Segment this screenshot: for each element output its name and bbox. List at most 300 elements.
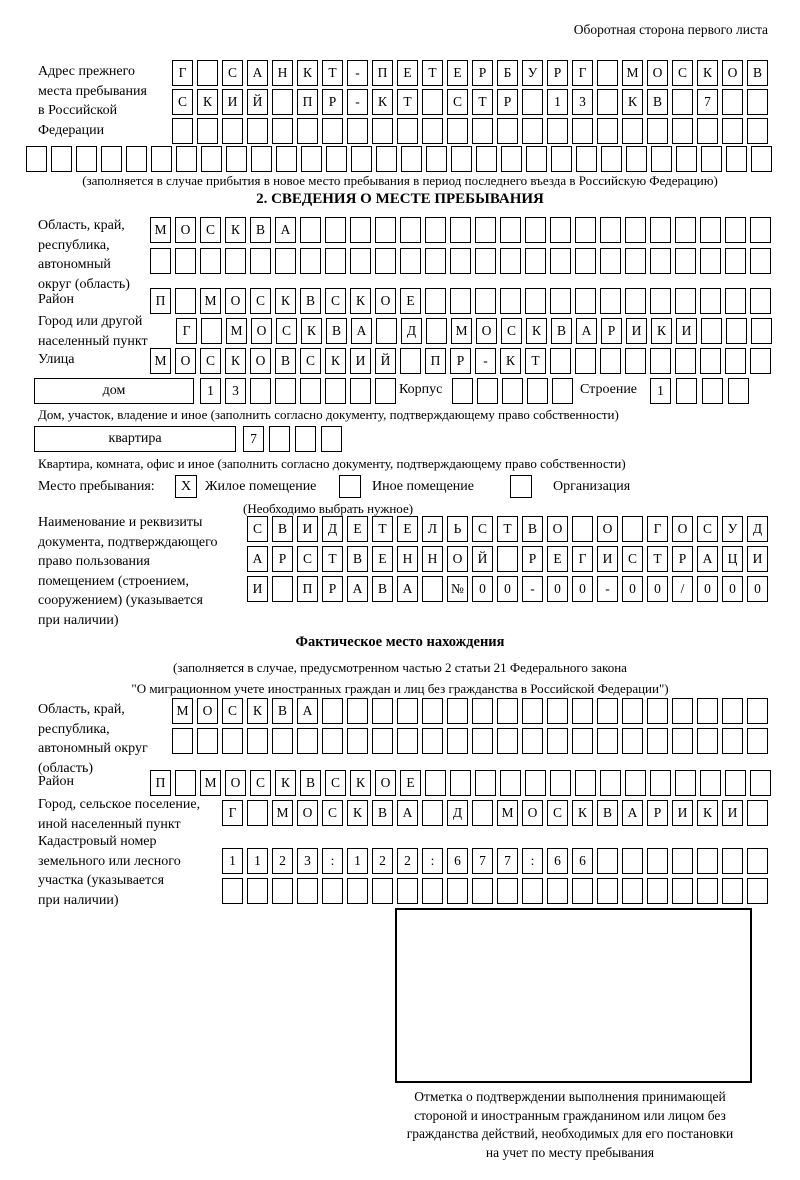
char-box bbox=[497, 728, 518, 754]
char-box: К bbox=[372, 89, 393, 115]
char-box bbox=[747, 728, 768, 754]
char-box bbox=[297, 878, 318, 904]
char-box bbox=[201, 318, 222, 344]
char-box: Н bbox=[422, 546, 443, 572]
char-box bbox=[200, 248, 221, 274]
char-box: П bbox=[297, 89, 318, 115]
char-box bbox=[600, 248, 621, 274]
char-box bbox=[497, 546, 518, 572]
char-box bbox=[675, 288, 696, 314]
char-box bbox=[375, 217, 396, 243]
actual-region-row-1 bbox=[172, 698, 768, 724]
char-box bbox=[372, 698, 393, 724]
house-number-row bbox=[200, 378, 396, 404]
char-box: А bbox=[275, 217, 296, 243]
city-row bbox=[176, 318, 772, 344]
char-box: К bbox=[275, 770, 296, 796]
prev-address-note: (заполняется в случае прибытия в новое место пребывания в период последнего въезда в Российскую Федерацию) bbox=[82, 173, 718, 188]
char-box: В bbox=[347, 546, 368, 572]
char-box: В bbox=[747, 60, 768, 86]
char-box: Е bbox=[447, 60, 468, 86]
char-box: Н bbox=[272, 60, 293, 86]
char-box: С bbox=[300, 348, 321, 374]
char-box bbox=[747, 800, 768, 826]
char-box: О bbox=[250, 348, 271, 374]
char-box bbox=[447, 728, 468, 754]
ownership-document-label: Наименование и реквизиты документа, подтверждающего право пользования помещением (строением, сооружением) (указывается при наличии) bbox=[38, 515, 218, 628]
char-box: 7 bbox=[697, 89, 718, 115]
char-box: О bbox=[522, 800, 543, 826]
char-box: А bbox=[576, 318, 597, 344]
cadastral-row-2 bbox=[222, 878, 768, 904]
char-box bbox=[697, 118, 718, 144]
char-box bbox=[550, 348, 571, 374]
char-box: Т bbox=[397, 89, 418, 115]
char-box bbox=[201, 146, 222, 172]
char-box: С bbox=[325, 288, 346, 314]
char-box bbox=[247, 728, 268, 754]
char-box bbox=[622, 728, 643, 754]
char-box bbox=[450, 217, 471, 243]
char-box bbox=[750, 348, 771, 374]
char-box bbox=[447, 878, 468, 904]
char-box: Р bbox=[547, 60, 568, 86]
char-box bbox=[321, 426, 342, 452]
char-box: П bbox=[297, 576, 318, 602]
char-box: О bbox=[297, 800, 318, 826]
char-box: О bbox=[647, 60, 668, 86]
char-box: : bbox=[322, 848, 343, 874]
char-box bbox=[572, 728, 593, 754]
char-box: С bbox=[250, 288, 271, 314]
char-box: И bbox=[247, 576, 268, 602]
char-box: Г bbox=[172, 60, 193, 86]
char-box bbox=[525, 770, 546, 796]
char-box bbox=[222, 878, 243, 904]
char-box: Р bbox=[322, 89, 343, 115]
char-box bbox=[175, 248, 196, 274]
char-box bbox=[625, 288, 646, 314]
char-box bbox=[722, 728, 743, 754]
char-box: И bbox=[297, 516, 318, 542]
char-box bbox=[426, 146, 447, 172]
char-box: Г bbox=[647, 516, 668, 542]
checkbox-organization bbox=[510, 475, 532, 498]
char-box: 0 bbox=[697, 576, 718, 602]
char-box bbox=[700, 217, 721, 243]
char-box: 3 bbox=[225, 378, 246, 404]
char-box bbox=[500, 217, 521, 243]
char-box bbox=[522, 698, 543, 724]
char-box bbox=[600, 348, 621, 374]
char-box: К bbox=[651, 318, 672, 344]
char-box bbox=[325, 378, 346, 404]
char-box bbox=[51, 146, 72, 172]
city-label: Город или другой населенный пункт bbox=[38, 314, 148, 349]
char-box bbox=[751, 146, 772, 172]
char-box bbox=[622, 698, 643, 724]
char-box bbox=[375, 378, 396, 404]
checkbox-other-premises bbox=[339, 475, 361, 498]
char-box bbox=[450, 288, 471, 314]
char-box: О bbox=[225, 288, 246, 314]
char-box bbox=[750, 217, 771, 243]
char-box bbox=[575, 348, 596, 374]
char-box bbox=[447, 118, 468, 144]
char-box: В bbox=[647, 89, 668, 115]
char-box bbox=[550, 288, 571, 314]
char-box bbox=[376, 318, 397, 344]
char-box bbox=[422, 698, 443, 724]
prev-address-row-1 bbox=[172, 60, 768, 86]
prev-address-row-2 bbox=[172, 89, 768, 115]
char-box bbox=[295, 426, 316, 452]
char-box bbox=[500, 770, 521, 796]
char-box: Р bbox=[522, 546, 543, 572]
char-box: А bbox=[622, 800, 643, 826]
char-box bbox=[547, 698, 568, 724]
char-box bbox=[625, 770, 646, 796]
char-box bbox=[675, 248, 696, 274]
char-box bbox=[297, 728, 318, 754]
char-box: Е bbox=[372, 546, 393, 572]
char-box: С bbox=[622, 546, 643, 572]
char-box: Л bbox=[422, 516, 443, 542]
char-box bbox=[425, 248, 446, 274]
char-box bbox=[726, 146, 747, 172]
char-box bbox=[225, 248, 246, 274]
char-box bbox=[525, 248, 546, 274]
char-box: С bbox=[222, 698, 243, 724]
char-box: С bbox=[697, 516, 718, 542]
char-box bbox=[272, 728, 293, 754]
char-box: У bbox=[722, 516, 743, 542]
char-box: О bbox=[476, 318, 497, 344]
char-box bbox=[272, 576, 293, 602]
house-note: Дом, участок, владение и иное (заполнить согласно документу, подтверждающему право собственности) bbox=[38, 407, 619, 422]
region-row-1 bbox=[150, 217, 771, 243]
char-box bbox=[176, 146, 197, 172]
char-box bbox=[697, 878, 718, 904]
char-box bbox=[175, 770, 196, 796]
char-box bbox=[625, 348, 646, 374]
char-box: - bbox=[347, 60, 368, 86]
char-box bbox=[725, 770, 746, 796]
apartment-note: Квартира, комната, офис и иное (заполнить согласно документу, подтверждающему право собственности) bbox=[38, 456, 626, 471]
cadastral-label: Кадастровый номер земельного или лесного участка (указывается при наличии) bbox=[38, 834, 181, 908]
korpus-row bbox=[452, 378, 573, 404]
char-box bbox=[597, 60, 618, 86]
char-box bbox=[101, 146, 122, 172]
char-box bbox=[375, 248, 396, 274]
char-box: Ц bbox=[722, 546, 743, 572]
char-box: С bbox=[447, 89, 468, 115]
char-box bbox=[475, 770, 496, 796]
char-box bbox=[472, 728, 493, 754]
char-box: О bbox=[597, 516, 618, 542]
char-box: С bbox=[322, 800, 343, 826]
char-box bbox=[197, 60, 218, 86]
char-box: И bbox=[676, 318, 697, 344]
char-box: : bbox=[522, 848, 543, 874]
char-box: О bbox=[722, 60, 743, 86]
char-box: Д bbox=[401, 318, 422, 344]
char-box bbox=[697, 728, 718, 754]
char-box bbox=[722, 89, 743, 115]
char-box bbox=[175, 288, 196, 314]
char-box bbox=[322, 698, 343, 724]
char-box bbox=[572, 878, 593, 904]
char-box bbox=[397, 878, 418, 904]
char-box bbox=[226, 146, 247, 172]
char-box: 6 bbox=[547, 848, 568, 874]
char-box: М bbox=[272, 800, 293, 826]
char-box: В bbox=[275, 348, 296, 374]
char-box: Е bbox=[400, 288, 421, 314]
char-box: Т bbox=[497, 516, 518, 542]
option-other-premises-label: Иное помещение bbox=[372, 479, 474, 494]
char-box bbox=[552, 378, 573, 404]
char-box bbox=[672, 89, 693, 115]
char-box: С bbox=[672, 60, 693, 86]
char-box: О bbox=[547, 516, 568, 542]
char-box bbox=[527, 378, 548, 404]
char-box bbox=[275, 248, 296, 274]
char-box bbox=[647, 848, 668, 874]
option-organization-label: Организация bbox=[553, 479, 631, 494]
stroenie-label: Строение bbox=[580, 382, 638, 397]
char-box bbox=[650, 770, 671, 796]
char-box bbox=[550, 248, 571, 274]
char-box bbox=[725, 348, 746, 374]
char-box bbox=[322, 728, 343, 754]
char-box: О bbox=[225, 770, 246, 796]
char-box: М bbox=[226, 318, 247, 344]
char-box bbox=[651, 146, 672, 172]
char-box bbox=[601, 146, 622, 172]
char-box bbox=[247, 118, 268, 144]
char-box: Б bbox=[497, 60, 518, 86]
char-box: Н bbox=[397, 546, 418, 572]
char-box bbox=[622, 848, 643, 874]
prev-address-row-3 bbox=[172, 118, 768, 144]
char-box bbox=[476, 146, 497, 172]
char-box bbox=[501, 146, 522, 172]
char-box bbox=[522, 878, 543, 904]
char-box bbox=[575, 288, 596, 314]
char-box bbox=[322, 878, 343, 904]
char-box: К bbox=[225, 217, 246, 243]
char-box: 1 bbox=[547, 89, 568, 115]
char-box: Р bbox=[450, 348, 471, 374]
char-box bbox=[400, 348, 421, 374]
char-box bbox=[747, 698, 768, 724]
char-box: К bbox=[347, 800, 368, 826]
char-box bbox=[250, 378, 271, 404]
char-box: В bbox=[272, 698, 293, 724]
char-box: Д bbox=[747, 516, 768, 542]
char-box bbox=[550, 770, 571, 796]
char-box bbox=[575, 770, 596, 796]
char-box bbox=[197, 728, 218, 754]
char-box bbox=[747, 89, 768, 115]
char-box bbox=[350, 217, 371, 243]
actual-district-row bbox=[150, 770, 771, 796]
char-box bbox=[372, 878, 393, 904]
char-box bbox=[422, 89, 443, 115]
char-box bbox=[222, 118, 243, 144]
char-box: О bbox=[251, 318, 272, 344]
char-box bbox=[572, 118, 593, 144]
char-box bbox=[477, 378, 498, 404]
char-box: Р bbox=[272, 546, 293, 572]
document-row-1 bbox=[247, 516, 768, 542]
char-box: С bbox=[325, 770, 346, 796]
char-box: Е bbox=[400, 770, 421, 796]
char-box bbox=[422, 576, 443, 602]
char-box: 0 bbox=[497, 576, 518, 602]
char-box: К bbox=[197, 89, 218, 115]
checkbox-residential: X bbox=[175, 475, 197, 498]
char-box bbox=[325, 248, 346, 274]
char-box: А bbox=[397, 800, 418, 826]
char-box: - bbox=[522, 576, 543, 602]
char-box bbox=[400, 248, 421, 274]
char-box: 2 bbox=[397, 848, 418, 874]
char-box bbox=[725, 248, 746, 274]
actual-location-note-1: (заполняется в случае, предусмотренном частью 2 статьи 21 Федерального закона bbox=[173, 660, 627, 675]
char-box: К bbox=[325, 348, 346, 374]
char-box: 0 bbox=[547, 576, 568, 602]
char-box bbox=[250, 248, 271, 274]
char-box: 1 bbox=[650, 378, 671, 404]
char-box: С bbox=[547, 800, 568, 826]
char-box: 1 bbox=[222, 848, 243, 874]
char-box bbox=[522, 89, 543, 115]
actual-district-label: Район bbox=[38, 774, 74, 789]
char-box bbox=[475, 288, 496, 314]
char-box bbox=[747, 118, 768, 144]
char-box bbox=[697, 848, 718, 874]
char-box bbox=[275, 378, 296, 404]
document-row-2 bbox=[247, 546, 768, 572]
char-box: С bbox=[172, 89, 193, 115]
char-box: И bbox=[722, 800, 743, 826]
char-box: С bbox=[222, 60, 243, 86]
char-box: Й bbox=[375, 348, 396, 374]
char-box: К bbox=[526, 318, 547, 344]
char-box bbox=[272, 89, 293, 115]
char-box bbox=[472, 118, 493, 144]
char-box bbox=[300, 248, 321, 274]
char-box bbox=[650, 348, 671, 374]
char-box: Р bbox=[322, 576, 343, 602]
char-box: Г bbox=[176, 318, 197, 344]
actual-region-label: Область, край, республика, автономный округ (область) bbox=[38, 702, 148, 776]
char-box: : bbox=[422, 848, 443, 874]
char-box bbox=[597, 698, 618, 724]
char-box bbox=[351, 146, 372, 172]
char-box bbox=[500, 288, 521, 314]
char-box: Д bbox=[447, 800, 468, 826]
char-box bbox=[676, 146, 697, 172]
char-box bbox=[150, 248, 171, 274]
char-box: П bbox=[150, 288, 171, 314]
char-box bbox=[672, 848, 693, 874]
char-box bbox=[475, 217, 496, 243]
char-box bbox=[622, 118, 643, 144]
char-box bbox=[725, 217, 746, 243]
confirmation-stamp-box bbox=[395, 908, 752, 1083]
char-box bbox=[472, 800, 493, 826]
char-box bbox=[297, 118, 318, 144]
char-box bbox=[347, 878, 368, 904]
district-row bbox=[150, 288, 771, 314]
char-box bbox=[700, 248, 721, 274]
char-box: 0 bbox=[647, 576, 668, 602]
char-box: № bbox=[447, 576, 468, 602]
prev-address-label: Адрес прежнего места пребывания в Российской Федерации bbox=[38, 64, 147, 138]
char-box bbox=[572, 516, 593, 542]
char-box bbox=[525, 288, 546, 314]
char-box bbox=[197, 118, 218, 144]
char-box bbox=[247, 800, 268, 826]
char-box bbox=[422, 118, 443, 144]
char-box: Р bbox=[497, 89, 518, 115]
char-box: К bbox=[350, 288, 371, 314]
char-box bbox=[647, 118, 668, 144]
char-box bbox=[600, 288, 621, 314]
char-box: К bbox=[275, 288, 296, 314]
char-box: К bbox=[225, 348, 246, 374]
char-box: Е bbox=[547, 546, 568, 572]
char-box bbox=[397, 698, 418, 724]
apartment-number-row bbox=[243, 426, 342, 452]
actual-city-row bbox=[222, 800, 768, 826]
char-box bbox=[751, 318, 772, 344]
char-box bbox=[222, 728, 243, 754]
char-box bbox=[622, 878, 643, 904]
char-box: А bbox=[247, 546, 268, 572]
char-box bbox=[597, 89, 618, 115]
char-box: Т bbox=[322, 546, 343, 572]
char-box: К bbox=[572, 800, 593, 826]
char-box bbox=[502, 378, 523, 404]
char-box bbox=[597, 848, 618, 874]
char-box bbox=[547, 878, 568, 904]
char-box bbox=[347, 728, 368, 754]
char-box bbox=[326, 146, 347, 172]
char-box bbox=[425, 770, 446, 796]
char-box bbox=[722, 698, 743, 724]
char-box bbox=[672, 878, 693, 904]
char-box: Й bbox=[247, 89, 268, 115]
char-box bbox=[350, 248, 371, 274]
char-box: 2 bbox=[272, 848, 293, 874]
stroenie-row bbox=[650, 378, 749, 404]
char-box: К bbox=[297, 60, 318, 86]
char-box: М bbox=[150, 348, 171, 374]
char-box bbox=[251, 146, 272, 172]
char-box bbox=[722, 118, 743, 144]
char-box bbox=[272, 118, 293, 144]
char-box: А bbox=[397, 576, 418, 602]
char-box: П bbox=[150, 770, 171, 796]
char-box bbox=[301, 146, 322, 172]
korpus-label: Корпус bbox=[399, 382, 443, 397]
char-box: 1 bbox=[247, 848, 268, 874]
char-box: Г bbox=[222, 800, 243, 826]
